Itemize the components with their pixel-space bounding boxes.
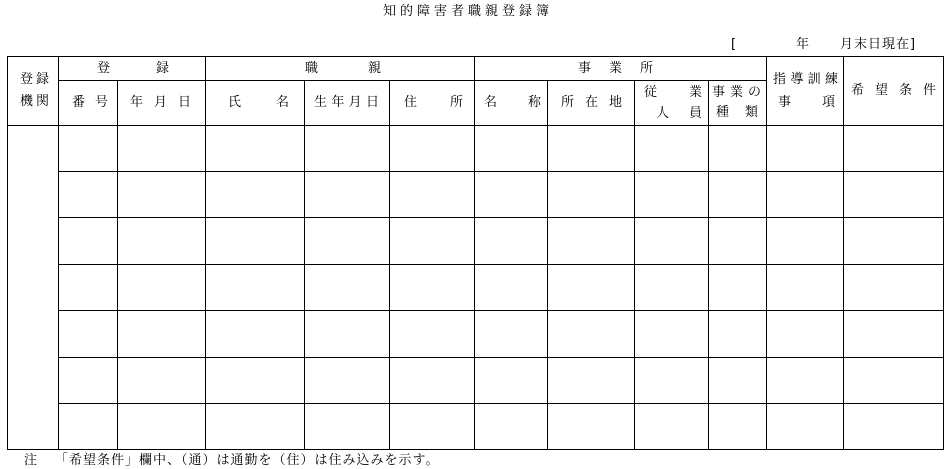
address-cell [390,265,475,311]
header-guidance-items-line1: 指導訓練 [773,72,838,87]
header-office-location [548,81,635,126]
employee-count-cell [635,358,709,404]
reg-number-cell [59,358,118,404]
reg-date-cell [118,311,206,358]
office-location-cell [548,218,635,265]
address-cell [390,172,475,218]
business-type-cell [709,218,767,265]
office-name-cell [475,311,548,358]
guidance-items-cell [767,311,844,358]
business-type-cell [709,265,767,311]
header-office-group-label: 事業所 [578,61,653,76]
as-of-month-end-label: 月末日現在] [840,37,917,52]
address-cell [390,358,475,404]
header-registration-number [59,81,118,126]
desired-conditions-cell [844,172,944,218]
header-employee-count-line2: 人員 [656,106,702,121]
business-type-cell [709,126,767,172]
footnote [0,453,949,469]
reg-number-cell [59,218,118,265]
header-registry-agency [8,57,59,126]
header-office-group [475,57,767,81]
document-title: 知的障害者職親登録簿 [383,4,554,19]
employer-name-cell [206,265,305,311]
header-business-type-line1: 事業の [712,85,761,100]
employee-count-cell [635,311,709,358]
employee-count-cell [635,404,709,450]
as-of-open-bracket: [ [731,37,737,52]
employer-name-cell [206,218,305,265]
desired-conditions-cell [844,311,944,358]
header-employer-birth-date-label: 生年月日 [314,95,379,110]
office-name-cell [475,218,548,265]
office-location-cell [548,311,635,358]
header-foster-employer-group-label: 職親 [305,61,381,76]
employer-name-cell [206,358,305,404]
as-of-year-label: 年 [796,37,810,52]
header-employer-name-label: 氏名 [228,95,289,110]
business-type-cell [709,404,767,450]
birth-date-cell [305,172,390,218]
reg-number-cell [59,172,118,218]
business-type-cell [709,172,767,218]
desired-conditions-cell [844,265,944,311]
employee-count-cell [635,265,709,311]
birth-date-cell [305,126,390,172]
reg-date-cell [118,265,206,311]
header-registration-number-label: 番号 [72,95,108,110]
reg-number-cell [59,126,118,172]
header-office-location-label: 所在地 [561,95,622,110]
reg-date-cell [118,218,206,265]
header-employer-address [390,81,475,126]
reg-number-cell [59,311,118,358]
office-location-cell [548,126,635,172]
office-name-cell [475,404,548,450]
header-guidance-items [767,57,844,126]
employee-count-cell [635,172,709,218]
guidance-items-cell [767,126,844,172]
office-location-cell [548,404,635,450]
business-type-cell [709,358,767,404]
birth-date-cell [305,404,390,450]
guidance-items-cell [767,358,844,404]
desired-conditions-cell [844,218,944,265]
office-name-cell [475,358,548,404]
reg-date-cell [118,172,206,218]
office-location-cell [548,172,635,218]
guidance-items-cell [767,218,844,265]
office-name-cell [475,265,548,311]
birth-date-cell [305,218,390,265]
as-of-date [0,37,949,53]
employer-name-cell [206,126,305,172]
header-registration-date [118,81,206,126]
registry-agency-cell [8,126,59,450]
header-desired-conditions [844,57,944,126]
office-name-cell [475,126,548,172]
desired-conditions-cell [844,404,944,450]
reg-date-cell [118,404,206,450]
header-employer-birth-date [305,81,390,126]
office-name-cell [475,172,548,218]
reg-number-cell [59,404,118,450]
address-cell [390,404,475,450]
header-office-name [475,81,548,126]
footnote-text: 「希望条件」欄中、（通）は通勤を（住）は住み込みを示す。 [55,453,440,468]
header-foster-employer-group [206,57,475,81]
header-employer-name [206,81,305,126]
header-registration-group-label: 登録 [97,61,169,76]
birth-date-cell [305,311,390,358]
header-registration-group [59,57,206,81]
office-location-cell [548,358,635,404]
reg-number-cell [59,265,118,311]
employer-name-cell [206,311,305,358]
desired-conditions-cell [844,126,944,172]
header-employee-count [635,81,709,126]
guidance-items-cell [767,265,844,311]
employer-name-cell [206,404,305,450]
guidance-items-cell [767,404,844,450]
business-type-cell [709,311,767,358]
header-desired-conditions-label: 希望条件 [851,83,936,98]
desired-conditions-cell [844,358,944,404]
birth-date-cell [305,265,390,311]
header-business-type-line2: 種類 [716,105,758,120]
employer-name-cell [206,172,305,218]
header-registry-agency-line2: 機関 [20,94,49,109]
reg-date-cell [118,126,206,172]
header-employee-count-line1: 従業 [644,85,702,100]
footnote-label: 注 [24,453,38,468]
header-registration-date-label: 年月日 [130,95,191,110]
header-employer-address-label: 住所 [404,95,463,110]
reg-date-cell [118,358,206,404]
header-guidance-items-line2: 事項 [778,95,835,110]
employee-count-cell [635,126,709,172]
header-office-name-label: 名称 [484,95,541,110]
birth-date-cell [305,358,390,404]
office-location-cell [548,265,635,311]
address-cell [390,311,475,358]
address-cell [390,126,475,172]
employee-count-cell [635,218,709,265]
register-table [7,56,944,450]
header-registry-agency-line1: 登録 [20,72,49,87]
header-business-type [709,81,767,126]
guidance-items-cell [767,172,844,218]
address-cell [390,218,475,265]
